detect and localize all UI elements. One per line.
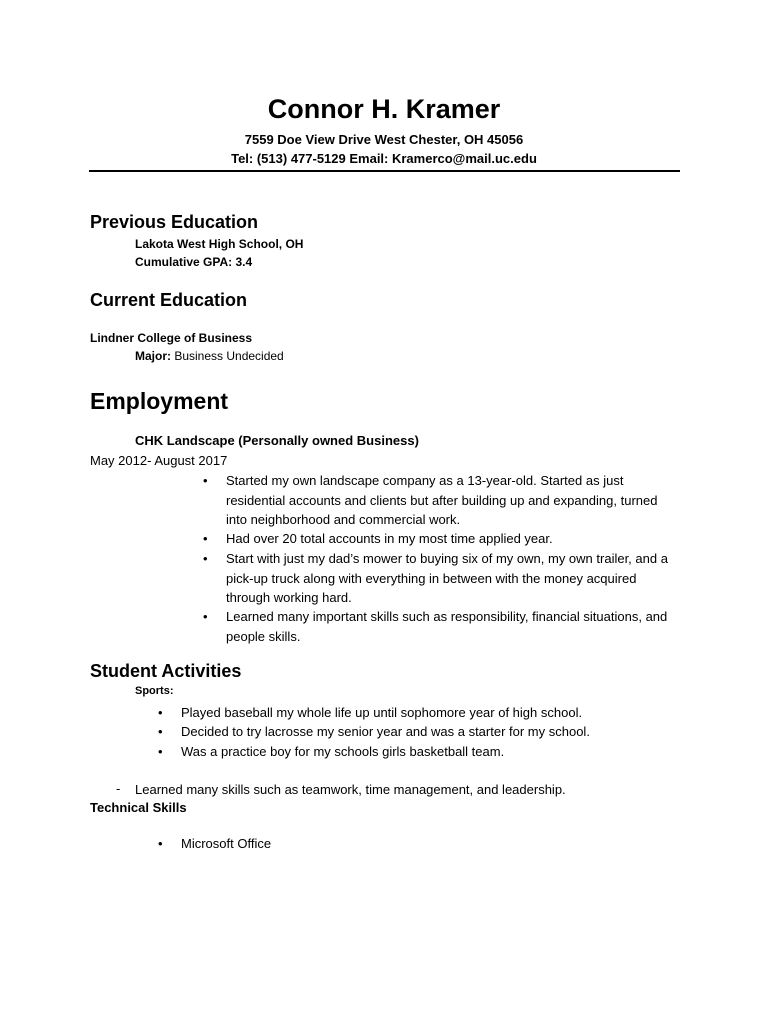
major-value: Business Undecided (171, 349, 284, 363)
technical-skills-heading: Technical Skills (90, 800, 187, 815)
previous-education-heading: Previous Education (90, 212, 259, 232)
activity-bullet: Decided to try lacrosse my senior year and was a starter for my school. (181, 724, 590, 739)
bullet-marker: • (203, 473, 208, 488)
contact-line: Tel: (513) 477-5129 Email: Kramerco@mail.uc.edu (231, 151, 537, 166)
employment-heading: Employment (90, 388, 229, 414)
dash-marker: - (116, 781, 121, 796)
major (135, 349, 284, 363)
activity-bullet: Was a practice boy for my schools girls basketball team. (181, 744, 505, 759)
employer: CHK Landscape (Personally owned Business) (135, 433, 419, 448)
bullet-marker: • (158, 705, 163, 720)
employment-bullet: Started my own landscape company as a 13-year-old. Started as just residential accounts and clients but after building up and expanding, turned into neighborhood and commercial work. (226, 473, 658, 527)
employment-dates: May 2012- August 2017 (90, 453, 228, 468)
activity-bullet: Played baseball my whole life up until sophomore year of high school. (181, 705, 583, 720)
current-education-heading: Current Education (90, 290, 248, 310)
bullet-marker: • (158, 836, 163, 851)
employment-bullet: Start with just my dad’s mower to buying six of my own, my own trailer, and a pick-up truck along with everything in between with the money acquired through working hard. (226, 551, 668, 605)
bullet-marker: • (158, 744, 163, 759)
college: Lindner College of Business (90, 331, 253, 345)
major-label: Major: (135, 349, 171, 363)
bullet-marker: • (158, 724, 163, 739)
sports-label: Sports: (135, 685, 174, 697)
high-school: Lakota West High School, OH (135, 237, 304, 251)
employment-bullet: Learned many important skills such as responsibility, financial situations, and people skills. (226, 609, 668, 644)
bullet-marker: • (203, 551, 208, 566)
resume-name: Connor H. Kramer (267, 94, 501, 124)
technical-skill-item: Microsoft Office (181, 836, 272, 851)
employment-bullet: Had over 20 total accounts in my most time applied year. (226, 531, 553, 546)
student-activities-heading: Student Activities (90, 661, 242, 681)
bullet-marker: • (203, 609, 208, 624)
address-line: 7559 Doe View Drive West Chester, OH 45056 (244, 132, 524, 147)
bullet-marker: • (203, 531, 208, 546)
gpa: Cumulative GPA: 3.4 (135, 255, 253, 269)
header-divider (89, 170, 680, 172)
skills-summary: Learned many skills such as teamwork, time management, and leadership. (135, 782, 566, 797)
